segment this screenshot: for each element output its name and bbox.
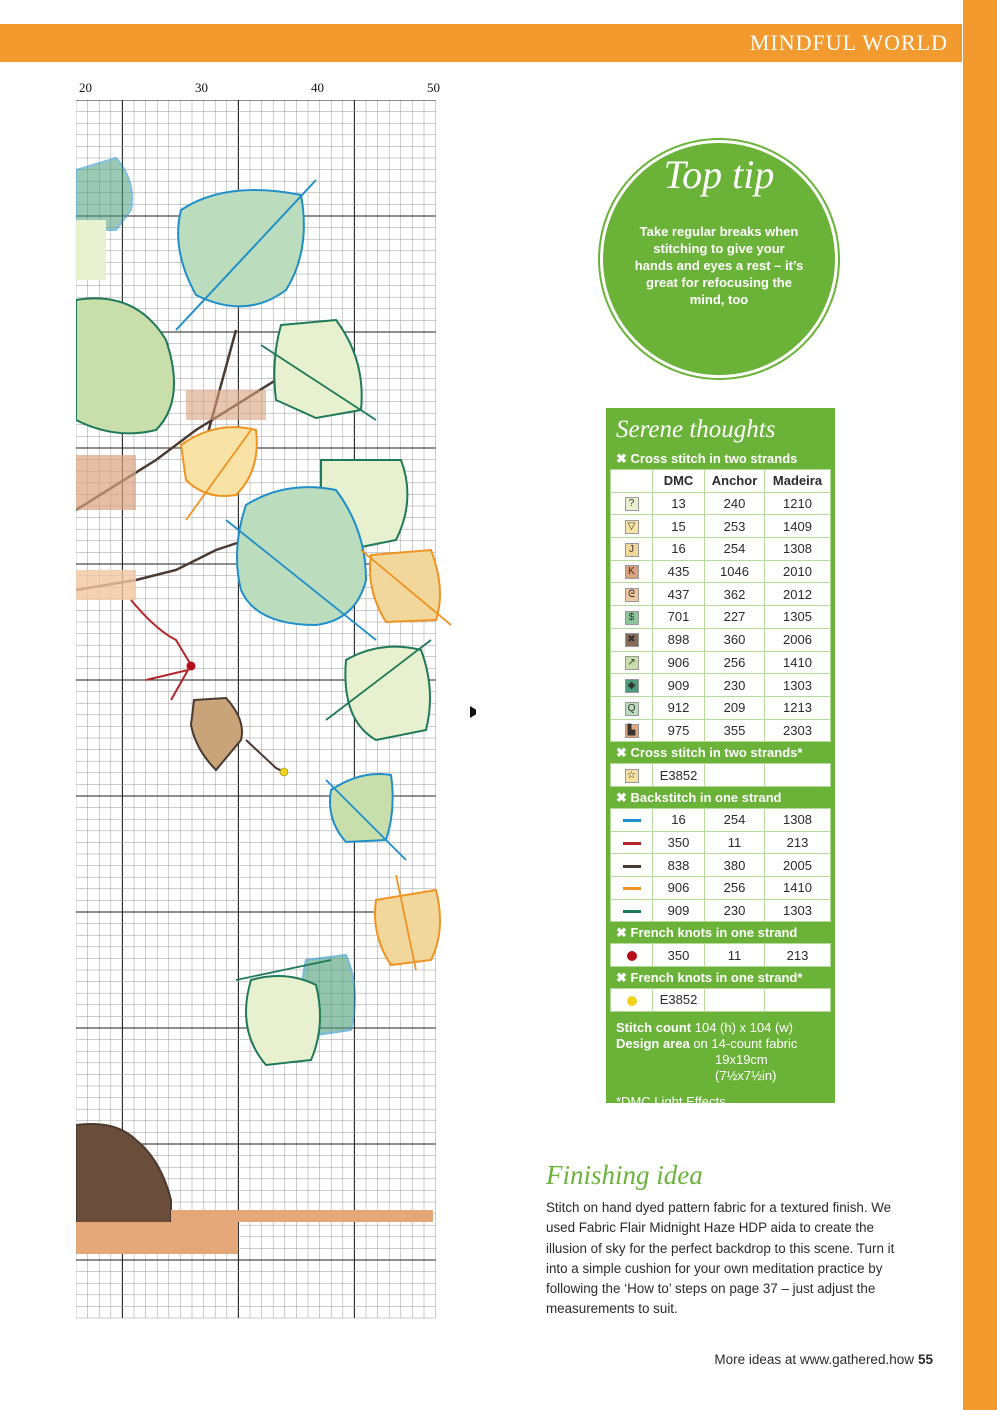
axis-number: 30 (195, 80, 208, 95)
dmc-code: 13 (653, 492, 705, 515)
key-table-cross (610, 469, 831, 742)
leaf-blue-big (237, 487, 366, 625)
backstitch-line-icon (623, 842, 641, 845)
stitch-symbol-icon: Q (625, 702, 639, 716)
key-row (611, 989, 831, 1012)
key-symbol (611, 606, 653, 629)
key-symbol (611, 560, 653, 583)
anchor-code: 254 (705, 808, 765, 831)
column-header (611, 470, 653, 493)
madeira-code: 2010 (765, 560, 831, 583)
key-symbol (611, 899, 653, 922)
key-header-row (611, 470, 831, 493)
twig (206, 330, 236, 440)
key-row (611, 696, 831, 719)
center-arrow-icon (470, 706, 476, 718)
dmc-code: 906 (653, 877, 705, 900)
section-title: MINDFUL WORLD (749, 30, 948, 55)
stitch-symbol-icon: $ (625, 611, 639, 625)
dmc-code: 15 (653, 515, 705, 538)
leaf-light-fill (76, 220, 106, 280)
ground-strip (171, 1210, 433, 1222)
madeira-code: 1308 (765, 538, 831, 561)
anchor-code: 360 (705, 628, 765, 651)
madeira-code: 1409 (765, 515, 831, 538)
key-row (611, 515, 831, 538)
madeira-code: 213 (765, 831, 831, 854)
column-header: DMC (653, 470, 705, 493)
key-symbol (611, 674, 653, 697)
dmc-code: 16 (653, 538, 705, 561)
stitch-symbol-icon: ✖ (625, 633, 639, 647)
madeira-code: 1303 (765, 674, 831, 697)
madeira-code: 1210 (765, 492, 831, 515)
key-section-cross-light: ✖ Cross stitch in two strands* (616, 745, 803, 761)
anchor-code: 254 (705, 538, 765, 561)
stitch-symbol-icon: ☆ (625, 769, 639, 783)
madeira-code: 2303 (765, 719, 831, 742)
stem-red (131, 600, 191, 665)
key-row (611, 651, 831, 674)
key-symbol (611, 628, 653, 651)
french-knot-red (187, 662, 196, 671)
acorn-stem (246, 740, 284, 772)
dmc-code: 975 (653, 719, 705, 742)
key-symbol (611, 764, 653, 787)
key-title: Serene thoughts (616, 416, 776, 443)
dmc-code: 909 (653, 899, 705, 922)
key-section-knots: ✖ French knots in one strand (616, 925, 798, 941)
key-symbol (611, 854, 653, 877)
key-row (611, 719, 831, 742)
anchor-code (705, 989, 765, 1012)
dmc-code: 909 (653, 674, 705, 697)
design-area-label: Design area (616, 1035, 690, 1051)
branch-fill (76, 455, 136, 510)
key-note: *DMC Light Effects (616, 1093, 726, 1109)
key-row (611, 560, 831, 583)
anchor-code: 209 (705, 696, 765, 719)
key-symbol (611, 515, 653, 538)
key-symbol (611, 944, 653, 967)
backstitch-line-icon (623, 887, 641, 890)
dmc-code: 435 (653, 560, 705, 583)
tip-title: Top tip (663, 152, 775, 197)
key-table-knots-light (610, 988, 831, 1012)
dmc-code: 701 (653, 606, 705, 629)
leaf-green-bottom (246, 976, 320, 1065)
anchor-code (705, 764, 765, 787)
leaf-blue-small (330, 774, 393, 842)
leaf-green-large (76, 298, 174, 433)
backstitch-line-icon (623, 819, 641, 822)
twig-fill (186, 390, 266, 420)
page-edge-bar (963, 0, 997, 1410)
madeira-code: 2006 (765, 628, 831, 651)
stitch-symbol-icon: ? (625, 497, 639, 511)
key-symbol (611, 989, 653, 1012)
dmc-code: 437 (653, 583, 705, 606)
anchor-code: 11 (705, 831, 765, 854)
anchor-code: 253 (705, 515, 765, 538)
key-section-cross: ✖ Cross stitch in two strands (616, 451, 798, 466)
key-symbol (611, 696, 653, 719)
madeira-code (765, 989, 831, 1012)
madeira-code: 213 (765, 944, 831, 967)
column-header: Anchor (705, 470, 765, 493)
stitch-symbol-icon: ↗ (625, 656, 639, 670)
key-row (611, 831, 831, 854)
design-area-size: 19x19cm (7½x7½in) (715, 1051, 777, 1083)
key-row (611, 808, 831, 831)
key-row (611, 854, 831, 877)
key-table-back (610, 808, 831, 922)
anchor-code: 227 (705, 606, 765, 629)
key-row (611, 628, 831, 651)
leaf-blue-top (178, 190, 304, 306)
dmc-code: 898 (653, 628, 705, 651)
key-symbol (611, 877, 653, 900)
key-symbol (611, 583, 653, 606)
key-symbol (611, 808, 653, 831)
dmc-code: 350 (653, 831, 705, 854)
axis-number: 50 (427, 80, 440, 95)
key-row (611, 899, 831, 922)
key-symbol (611, 492, 653, 515)
stitch-symbol-icon: ◆ (625, 679, 639, 693)
key-row (611, 606, 831, 629)
madeira-code: 1303 (765, 899, 831, 922)
top-tip-badge (600, 140, 838, 378)
anchor-code: 230 (705, 674, 765, 697)
page-footer (714, 1352, 933, 1367)
anchor-code: 355 (705, 719, 765, 742)
anchor-code: 11 (705, 944, 765, 967)
madeira-code: 1213 (765, 696, 831, 719)
french-knot-yellow (280, 768, 288, 776)
key-row (611, 538, 831, 561)
anchor-code: 1046 (705, 560, 765, 583)
key-symbol (611, 719, 653, 742)
french-knot-icon (627, 951, 637, 961)
madeira-code: 2012 (765, 583, 831, 606)
tip-text: Take regular breaks when stitching to give your hands and eyes a rest – it’s great for refocusing the mind, too (634, 224, 804, 307)
header-band (0, 24, 962, 62)
dmc-code: E3852 (653, 764, 705, 787)
anchor-code: 362 (705, 583, 765, 606)
key-footer (610, 1012, 831, 1110)
backstitch-line-icon (623, 910, 641, 913)
dmc-code: 350 (653, 944, 705, 967)
french-knot-icon (627, 996, 637, 1006)
finishing-text: Stitch on hand dyed pattern fabric for a textured finish. We used Fabric Flair Midnight Haze HDP aida to create the illusion of sky for the perfect backdrop to this scene. Turn it into a simple cushion for your own meditation practice by following the ‘How to’ steps on page 37 – just adjust the measurements to suit. (546, 1200, 895, 1317)
thread-key (606, 408, 835, 1109)
key-row (611, 944, 831, 967)
axis-number: 40 (311, 80, 324, 95)
page-number: 55 (917, 1352, 933, 1367)
dmc-code: 838 (653, 854, 705, 877)
footer-link-text: More ideas at www.gathered.how (714, 1352, 914, 1367)
stitch-symbol-icon: ▽ (625, 520, 639, 534)
stitch-symbol-icon: ᘓ (625, 588, 639, 602)
column-header: Madeira (765, 470, 831, 493)
key-row (611, 764, 831, 787)
ground-strip (76, 1222, 238, 1254)
dmc-code: 912 (653, 696, 705, 719)
stitch-count-value: 104 (h) x 104 (w) (694, 1019, 793, 1035)
dmc-code: E3852 (653, 989, 705, 1012)
madeira-code: 1305 (765, 606, 831, 629)
anchor-code: 256 (705, 877, 765, 900)
acorn (191, 698, 242, 770)
branch-fill (76, 570, 136, 600)
stem-red-branch (146, 670, 188, 700)
key-row (611, 877, 831, 900)
madeira-code: 1308 (765, 808, 831, 831)
key-table-cross-light (610, 763, 831, 787)
key-section-back: ✖ Backstitch in one strand (616, 789, 782, 805)
key-symbol (611, 651, 653, 674)
key-symbol (611, 831, 653, 854)
stitch-symbol-icon: ▙ (625, 724, 639, 738)
anchor-code: 230 (705, 899, 765, 922)
chart-motifs (76, 158, 451, 1254)
key-row (611, 583, 831, 606)
madeira-code: 1410 (765, 877, 831, 900)
leaf-dark-top (76, 158, 132, 230)
leaf-green-right (345, 647, 430, 740)
key-table-knots (610, 943, 831, 967)
leaf-green-mid (274, 320, 361, 418)
stitch-symbol-icon: K (625, 565, 639, 579)
key-row (611, 492, 831, 515)
cross-stitch-chart (76, 100, 476, 1330)
backstitch-line-icon (623, 865, 641, 868)
madeira-code: 1410 (765, 651, 831, 674)
madeira-code: 2005 (765, 854, 831, 877)
dmc-code: 906 (653, 651, 705, 674)
finishing-title: Finishing idea (546, 1160, 703, 1190)
axis-number: 20 (79, 80, 92, 95)
anchor-code: 256 (705, 651, 765, 674)
stitch-symbol-icon: J (625, 543, 639, 557)
design-area-value: on 14-count fabric (693, 1035, 798, 1051)
madeira-code (765, 764, 831, 787)
dmc-code: 16 (653, 808, 705, 831)
key-section-knots-light: ✖ French knots in one strand* (616, 970, 803, 986)
anchor-code: 380 (705, 854, 765, 877)
stitch-count-label: Stitch count (616, 1019, 692, 1035)
key-row (611, 674, 831, 697)
anchor-code: 240 (705, 492, 765, 515)
key-symbol (611, 538, 653, 561)
